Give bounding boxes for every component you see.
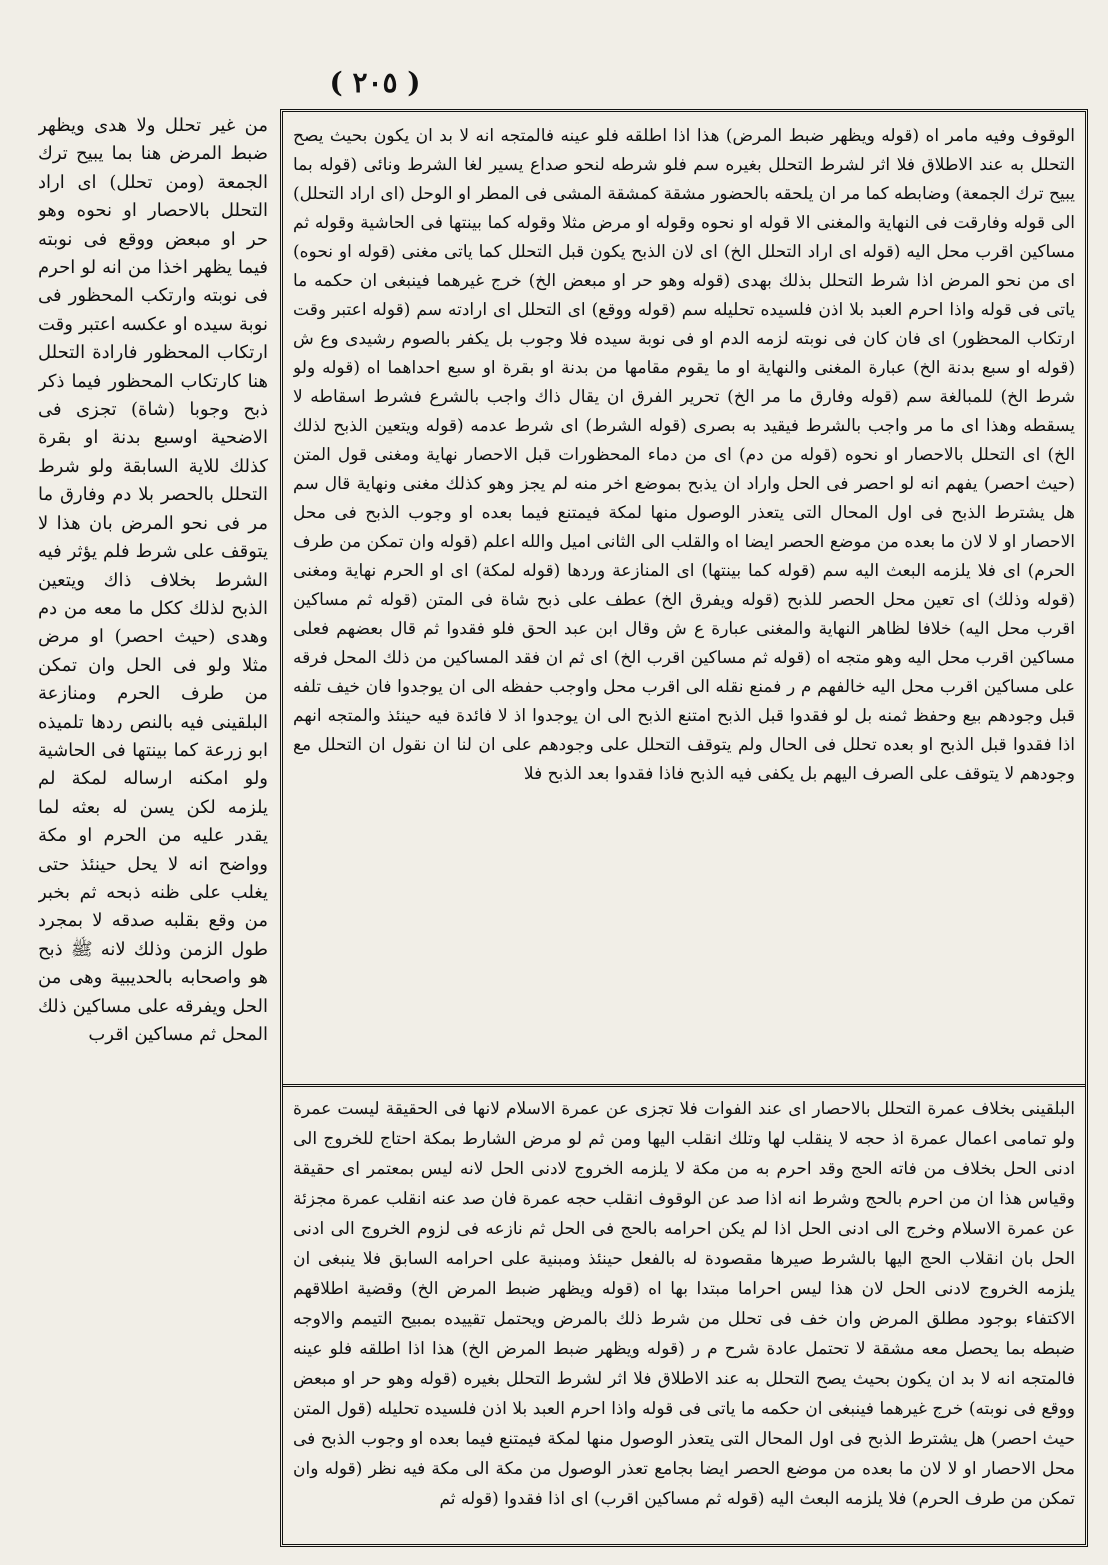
upper-commentary-text: الوقوف وفيه مامر اه (قوله ويظهر ضبط المرض) هذا اذا اطلقه فلو عينه فالمتجه انه لا بد ان يكون بحيث يصح التحلل به عند الاطلاق فلا اثر لشرط التحلل بغيره سم فلو شرطه لنحو صداع يسير لغا الشرط ونائى (قوله بما يبيح ترك الجمعة) وضابطه كما مر ان يلحقه بالحضور مشقة كمشقة المشى فى المطر او الوحل (اى اراد التحلل) الى قوله وفارقت فى النهاية والمغنى الا قوله او نحوه وقوله او مرض مثلا وقوله كما بينتها فى الحاشية وقوله ثم مساكين اقرب محل اليه (قوله اى اراد التحلل الخ) اى لان الذبح يكون قبل التحلل كما ياتى مغنى (قوله او نحوه) اى من نحو المرض اذا شرط التحلل بذلك بهدى (قوله وهو حر او مبعض الخ) خرج غيرهما فينبغى ان حكمه ما ياتى فى قوله واذا احرم العبد بلا اذن فلسيده تحليله سم (قوله ووقع) اى التحلل اى ارادته سم (قوله اعتبر وقت ارتكاب المحظور) اى فان كان فى نوبته لزمه الدم او فى نوبة سيده فلا وجوب بل يكفر بالصوم رشيدى وع ش (قوله او سبع بدنة الخ) عبارة المغنى والنهاية او ما يقوم مقامها من بدنة او بقرة او سبع احداهما اه (قوله ولو شرط الخ) للمبالغة سم (قوله وفارق ما مر الخ) تحرير الفرق ان يقال ذاك واجب بالشرع فشرط اسقاطه لا يسقطه وهذا اى ما مر واجب بالشرط فيقيد به بصرى (قوله الشرط) اى شرط عدمه (قوله ويتعين الذبح لذلك الخ) اى التحلل بالاحصار او نحوه (قوله من دم) اى من دماء المحظورات قبل الاحصار نهاية ومغنى قول المتن (حيث احصر) يفهم انه لو احصر فى الحل واراد ان يذبح بموضع اخر منه لم يجز وهو كذلك مغنى ونهاية قال سم هل يشترط الذبح فى اول المحال التى يتعذر الوصول منها لمكة فيمتنع فيما بعده او وجوب الذبح فى محل الاحصار او لا لان ما بعده من موضع الحصر ايضا اه والقلب الى الثانى اميل والله اعلم (قوله وان تمكن من طرف الحرم) اى فلا يلزمه البعث اليه سم (قوله كما بينتها) اى المنازعة وردها (قوله لمكة) اى او الحرم نهاية ومغنى (قوله وذلك) اى تعين محل الحصر للذبح (قوله ويفرق الخ) عطف على ذبح شاة فى المتن (قوله ثم مساكين اقرب محل اليه) خلافا لظاهر النهاية والمغنى عبارة ع ش وقال ابن عبد الحق فلو فقدوا ثم قال بعضهم فعلى مساكين اقرب محل اليه وهو متجه اه (قوله ثم مساكين اقرب الخ) اى ثم ان فقد المساكين من ذلك المحل فرقه على مساكين اقرب محل اليه خالفهم م ر فمنع نقله الى اقرب محل واوجب حفظه الى ان يوجدوا فان خيف تلفه قبل وجودهم بيع وحفظ ثمنه بل لو فقدوا قبل الذبح امتنع الذبح الى ان يوجدوا اذ لا فائدة فيه حينئذ والمتجه انهم اذا فقدوا قبل الذبح او بعده تحلل فى الحال ولم يتوقف التحلل على وجودهم على ان لنا ان نقول ان التحلل مع وجودهم لا يتوقف على الصرف اليهم بل يكفى فيه الذبح فاذا فقدوا بعد الذبح فلا bbox=[293, 126, 1075, 784]
lower-commentary bbox=[293, 1094, 1075, 1536]
lower-commentary-text: البلقينى بخلاف عمرة التحلل بالاحصار اى عند الفوات فلا تجزى عن عمرة الاسلام لانها فى الحقيقة ليست عمرة ولو تمامى اعمال عمرة اذ حجه لا ينقلب لها وتلك انقلب اليها ومن ثم لو مرض الشارط بمكة احتاج للخروج الى ادنى الحل بخلاف من فاته الحج وقد احرم به من مكة لا يلزمه الخروج لادنى الحل لانه ليس بمعتمر اى حقيقة وقياس هذا ان من احرم بالحج وشرط انه اذا صد عن الوقوف انقلب حجه عمرة فان صد عنه انقلب عمرة مجزئة عن عمرة الاسلام وخرج الى ادنى الحل اذا لم يكن احرامه بالحج فى الحل ثم نازعه فى لزوم الخروج الى ادنى الحل بان انقلاب الحج اليها بالشرط صيرها مقصودة له بالفعل حينئذ ومبنية على احرامه السابق فلا ينبغى ان يلزمه الخروج لادنى الحل لان هذا ليس احراما مبتدا بها اه (قوله ويظهر ضبط المرض الخ) وقضية اطلاقهم الاكتفاء بوجود مطلق المرض وان خف فى تحلل من شرط ذلك بالمرض ويحتمل تقييده بمبيح التيمم والاوجه ضبطه بما يحصل معه مشقة لا تحتمل عادة شرح م ر (قوله ويظهر ضبط المرض الخ) هذا اذا اطلقه فلو عينه فالمتجه انه لا بد ان يكون بحيث يصح التحلل به عند الاطلاق فلا اثر لشرط التحلل بغيره (قوله وهو حر او مبعض ووقع فى نوبته) خرج غيرهما فينبغى ان حكمه ما ياتى فى قوله واذا احرم العبد بلا اذن فلسيده تحليله (قول المتن حيث احصر) هل يشترط الذبح فى اول المحال التى يتعذر الوصول منها لمكة فيمتنع فيما بعده او وجوب الذبح فى محل الاحصار او لا لان ما بعده من موضع الحصر ايضا بجامع تعذر الوصول من مكة الى مكة فيه نظر (قوله وان تمكن من طرف الحرم) فلا يلزمه البعث اليه (قوله ثم مساكين اقرب) اى اذا فقدوا (قوله ثم bbox=[293, 1099, 1075, 1509]
upper-commentary bbox=[293, 122, 1075, 1080]
margin-text: من غير تحلل ولا هدى ويظهر ضبط المرض هنا بما يبيح ترك الجمعة (ومن تحلل) اى اراد التحلل بالاحصار او نحوه وهو حر او مبعض ووقع فى نوبته فيما يظهر اخذا من انه لو احرم فى نوبته وارتكب المحظور فى نوبة سيده او عكسه اعتبر وقت ارتكاب المحظور فارادة التحلل هنا كارتكاب المحظور فيما ذكر ذبح وجوبا (شاة) تجزى فى الاضحية اوسبع بدنة او بقرة كذلك للاية السابقة ولو شرط التحلل بالحصر بلا دم وفارق ما مر فى نحو المرض بان هذا لا يتوقف على شرط فلم يؤثر فيه الشرط بخلاف ذاك ويتعين الذبح لذلك ككل ما معه من دم وهدى (حيث احصر) او مرض مثلا ولو فى الحل وان تمكن من طرف الحرم ومنازعة البلقينى فيه بالنص ردها تلميذه ابو زرعة كما بينتها فى الحاشية ولو امكنه ارساله لمكة لم يلزمه لكن يسن له بعثه لما يقدر عليه من الحرم او مكة وواضح انه لا يحل حينئذ حتى يغلب على ظنه ذبحه ثم بخبر من وقع بقلبه صدقه لا بمجرد طول الزمن وذلك لانه ﷺ ذبح هو واصحابه بالحديبية وهى من الحل ويفرقه على مساكين ذلك المحل ثم مساكين اقرب bbox=[38, 115, 268, 1045]
margin-text-column bbox=[38, 112, 268, 1532]
commentary-frame bbox=[280, 109, 1088, 1547]
section-divider bbox=[283, 1084, 1085, 1087]
page-number: ( ٢٠٥ ) bbox=[329, 66, 421, 99]
